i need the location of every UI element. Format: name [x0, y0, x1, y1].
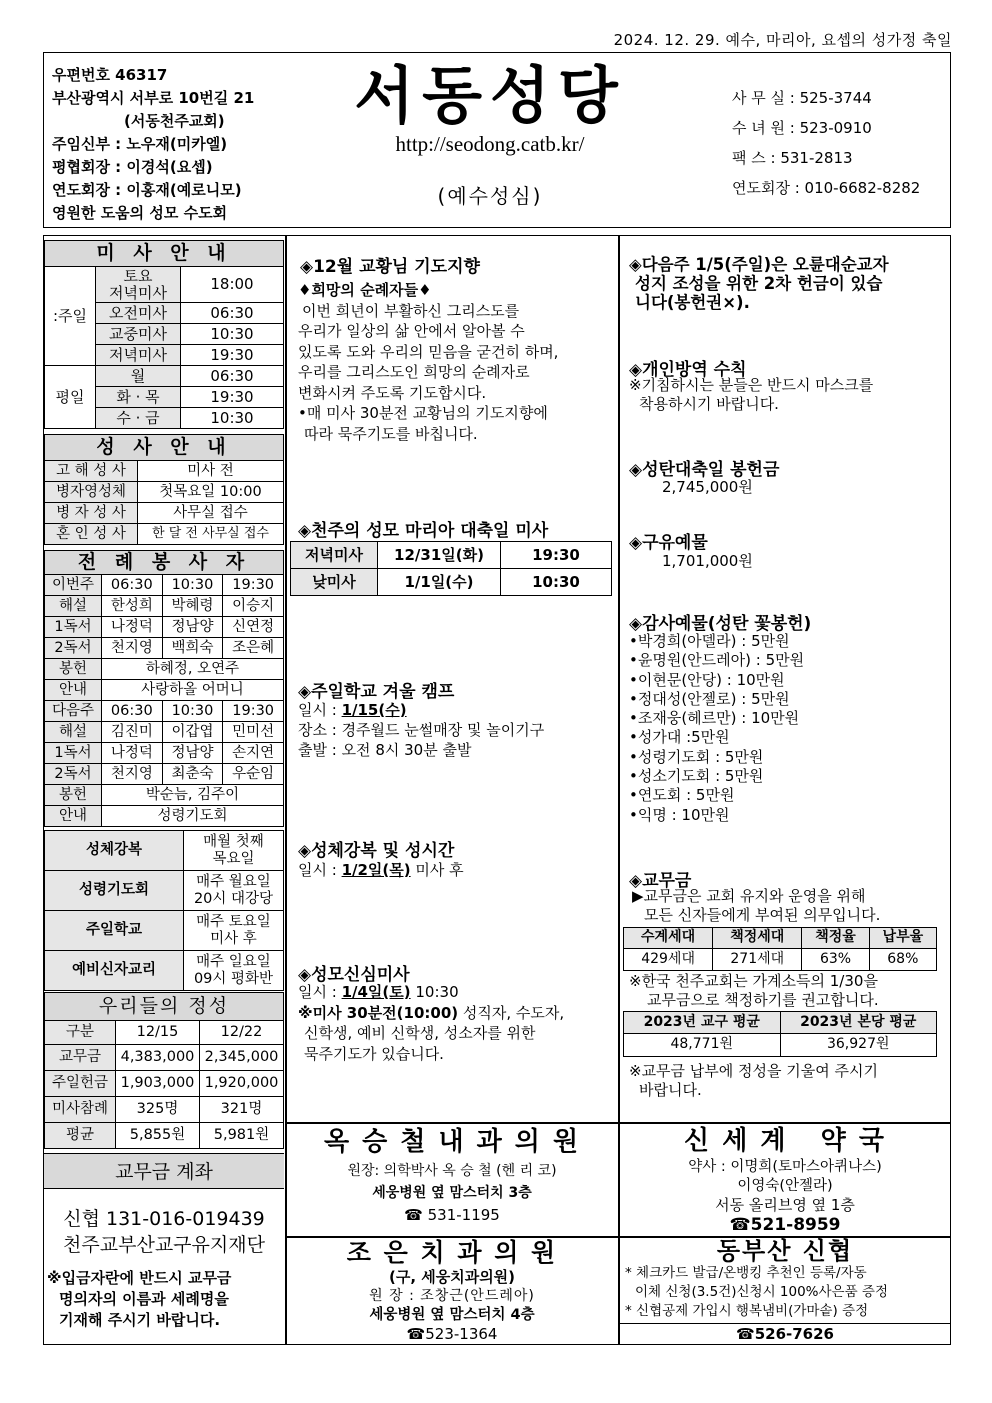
- account-title: 교무금 계좌: [44, 1153, 284, 1189]
- marian-mass-title: ◈성모신심미사: [298, 965, 410, 985]
- sacrament-table: 성 사 안 내 고 해 성 사 미사 전 병자영성체 첫목요일 10:00 병 자 성 사 사무실 접수 혼 인 성 사 한 달 전 사무실 접수: [44, 434, 284, 545]
- column-divider-right: [618, 235, 620, 1122]
- dues-ratio-table: 수계세대 책정세대 책정율 납부율 429세대 271세대 63% 68%: [623, 927, 937, 971]
- pharmacy-ad: 신 세 계 약 국 약사 : 이명희(토마스아퀴나스) 이영숙(안젤라) 서동 올리브영 옆 1층 ☎521-8959: [620, 1124, 950, 1235]
- liturgy-servers-table: 전 례 봉 사 자 이번주 06:30 10:30 19:30 해설 한성희 박혜령 이승지 1독서 나정덕 정남양 신연정 2독서 천지영 백희숙 조은혜 봉헌 하혜정, 오연주 안내 사랑하올 어머니 다음주 06:30 10:30 19:30 해설 김진미 이갑엽 민미선 1독서 나정덕 정남양 손지연 2독서 천지영 최춘숙 우순임 봉헌 박순늠, 김주이 안내 성령기도회: [44, 550, 284, 827]
- dental-ad: 조 은 치 과 의 원 (구, 세웅치과의원) 원 장 : 조창근(안드레아) 세웅병원 옆 맘스터치 4층 ☎523-1364: [287, 1238, 617, 1344]
- account-number: 신협 131-016-019439: [63, 1208, 265, 1230]
- second-collection-notice: ◈다음주 1/5(주일)은 오륜대순교자 성지 조성을 위한 2차 헌금이 있습 니다(봉헌권×).: [629, 255, 889, 312]
- christmas-offering-amount: 2,745,000원: [662, 478, 753, 496]
- church-address: 우편번호 46317 부산광역시 서부로 10번길 21 (서동천주교회) 주임신부 : 노우재(미카엘) 평협회장 : 이경석(요셉) 연도회장 : 이홍재(예로니모) 영원한 도움의 성모 수도회: [52, 66, 255, 222]
- quarantine-body: ※기침하시는 분들은 반드시 마스크를 착용하시기 바랍니다.: [629, 376, 874, 413]
- account-info: [44, 1206, 284, 1258]
- dues-recommendation: ※한국 천주교회는 가계소득의 1/30을 교무금으로 책정하기를 권고합니다.: [629, 972, 879, 1009]
- clinic-phone: ☎ 531-1195: [404, 1206, 500, 1224]
- dental-name: 조 은 치 과 의 원: [346, 1238, 558, 1267]
- sunday-label: :주일: [45, 267, 96, 366]
- mass-schedule-table: 미 사 안 내 :주일 토요 저녁미사 18:00 오전미사 06:30 교중미사 10:30 저녁미사 19:30 평일 월 06:30 화 · 목 19:30 수 · 금 10:30: [44, 240, 284, 429]
- regular-schedule-table: 성체강복 매월 첫째 목요일 성령기도회 매주 월요일 20시 대강당 주일학교 매주 토요일 미사 후 예비신자교리 매주 일요일 09시 평화반: [44, 830, 284, 991]
- issue-date: 2024. 12. 29. 예수, 마리아, 요셉의 성가정 축일: [613, 31, 952, 49]
- clinic-name: 옥 승 철 내 과 의 원: [323, 1127, 581, 1157]
- marian-mass-body: 일시 : 1/4일(토) 10:30 ※미사 30분전(10:00) 성직자, 수도자, 신학생, 예비 신학생, 성소자를 위한 묵주기도가 있습니다.: [298, 983, 565, 1063]
- quarantine-title: ◈개인방역 수칙: [629, 360, 747, 380]
- dues-title: ◈교무금: [629, 871, 692, 891]
- pharmacy-phone: ☎521-8959: [729, 1215, 841, 1235]
- pope-intention-body: ♦희망의 순례자들♦ 이번 희년이 부활하신 그리스도를 우리가 일상의 삶 안에서 알아볼 수 있도록 도와 우리의 믿음을 굳건히 하며, 우리를 그리스도인 희망의 순례자로 변화시켜 주도록 기도합시다. •매 미사 30분전 교황님의 기도지향에 따라 묵주기도를 바칩니다.: [298, 281, 559, 443]
- credit-union-ad: 동부산 신협 * 체크카드 발급/온뱅킹 추천인 등록/자동 이체 신청(3.5건)신청시 100%사은품 증정 * 신협공제 가입시 행복냄비(가마솥) 증정 ☎526-7626: [620, 1238, 950, 1344]
- mary-feast-title: ◈천주의 성모 마리아 대축일 미사: [298, 521, 549, 541]
- clinic-ad: 옥 승 철 내 과 의 원 원장: 의학박사 옥 승 철 (헨 리 코) 세웅병원 옆 맘스터치 3층 ☎ 531-1195: [287, 1124, 617, 1226]
- mary-feast-table: 저녁미사 12/31일(화) 19:30 낮미사 1/1일(수) 10:30: [290, 541, 612, 596]
- weekly-offering-table: 우리들의 정성 구분 12/15 12/22 교무금 4,383,000 2,345,000 주일헌금 1,903,000 1,920,000 미사참례 325명 321명 평균 5,855원 5,981원: [44, 992, 284, 1149]
- crib-offering-amount: 1,701,000원: [662, 552, 753, 570]
- thanksgiving-list: •박경희(아델라) : 5만원 •윤명원(안드레아) : 5만원 •이현문(안당) : 10만원 •정대성(안젤로) : 5만원 •조재웅(헤르만) : 10만원 •성가대 :5만원 •성령기도회 : 5만원 •성소기도회 : 5만원 •연도회 : 5만원 •익명 : 10만원: [629, 632, 805, 824]
- credit-union-name: 동부산 신협: [716, 1237, 854, 1265]
- pharmacy-name: 신 세 계 약 국: [684, 1126, 886, 1156]
- adoration-body: 일시 : 1/2일(목) 미사 후: [298, 861, 464, 879]
- weekday-label: 평일: [45, 366, 96, 429]
- dues-average-table: 2023년 교구 평균 2023년 본당 평균 48,771원 36,927원: [623, 1011, 937, 1057]
- adoration-title: ◈성체강복 및 성시간: [298, 841, 455, 861]
- credit-union-phone: ☎526-7626: [620, 1323, 950, 1344]
- dental-phone: ☎523-1364: [406, 1325, 498, 1343]
- contact-numbers: 사 무 실 : 525-3744 수 녀 원 : 523-0910 팩 스 : 531-2813 연도회장 : 010-6682-8282: [732, 89, 921, 197]
- winter-camp-title: ◈주일학교 겨울 캠프: [298, 682, 455, 702]
- pope-intention-title: ◈12월 교황님 기도지향: [300, 257, 480, 277]
- dues-description: ▶교무금은 교회 유지와 운영을 위해 모든 신자들에게 부여된 의무입니다.: [632, 887, 881, 924]
- christmas-offering-title: ◈성탄대축일 봉헌금: [629, 460, 780, 480]
- crib-offering-title: ◈구유예물: [629, 533, 708, 553]
- account-holder: 천주교부산교구유지재단: [63, 1234, 265, 1256]
- mass-title: 미 사 안 내: [45, 241, 284, 267]
- winter-camp-body: 일시 : 1/15(수) 장소 : 경주월드 눈썰매장 및 놀이기구 출발 : 오전 8시 30분 출발: [298, 701, 545, 759]
- account-note: ※입금자란에 반드시 교무금 명의자의 이름과 세례명을 기재해 주시기 바랍니다.: [47, 1269, 232, 1329]
- motto: (예수성심): [437, 184, 543, 208]
- dues-request: ※교무금 납부에 정성을 기울여 주시기 바랍니다.: [629, 1062, 878, 1099]
- thanksgiving-title: ◈감사예물(성탄 꽃봉헌): [629, 614, 812, 634]
- church-name: 서동성당: [354, 59, 626, 132]
- website-url[interactable]: http://seodong.catb.kr/: [395, 132, 585, 156]
